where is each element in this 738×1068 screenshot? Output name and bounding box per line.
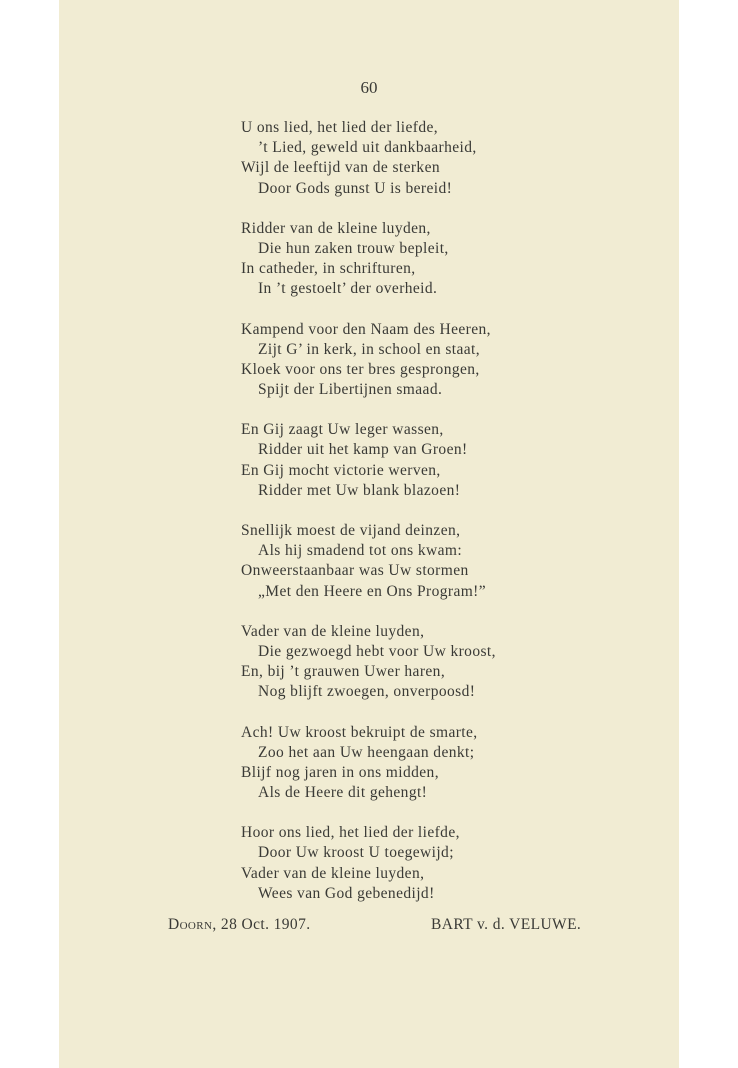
poem-line: Die gezwoegd hebt voor Uw kroost, (258, 642, 496, 660)
stanza (241, 219, 641, 300)
poem-line: ’t Lied, geweld uit dankbaarheid, (258, 139, 477, 157)
book-page (59, 0, 679, 1068)
stanza (241, 521, 641, 602)
poem-line: Als hij smadend tot ons kwam: (258, 542, 463, 560)
poem-line: Ridder uit het kamp van Groen! (258, 441, 468, 459)
poem-line: Kampend voor den Naam des Heeren, (241, 320, 491, 338)
stanza (241, 622, 641, 703)
page-number: 60 (360, 78, 378, 97)
stanza (241, 320, 641, 401)
poem-line: Ridder van de kleine luyden, (241, 219, 431, 237)
poem-line: Vader van de kleine luyden, (241, 864, 425, 882)
poem-line: Wijl de leeftijd van de sterken (241, 159, 440, 177)
stanza (241, 420, 641, 501)
poem-line: Nog blijft zwoegen, onverpoosd! (258, 683, 476, 701)
poem-line: In catheder, in schrifturen, (241, 260, 416, 278)
poem-line: Ach! Uw kroost bekruipt de smarte, (241, 723, 478, 741)
poem-line: In ’t gestoelt’ der overheid. (258, 280, 438, 298)
poem-line: Door Uw kroost U toegewijd; (258, 844, 454, 862)
poem-line: En, bij ’t grauwen Uwer haren, (241, 663, 446, 681)
poem-line: En Gij mocht victorie werven, (241, 461, 441, 479)
poem-line: Vader van de kleine luyden, (241, 622, 425, 640)
poem-line: Zoo het aan Uw heengaan denkt; (258, 743, 475, 761)
poem-line: Snellijk moest de vijand deinzen, (241, 522, 461, 539)
poem-line: „Met den Heere en Ons Program!” (258, 582, 487, 600)
poem (241, 118, 641, 924)
stanza (241, 823, 641, 904)
poem-line: Kloek voor ons ter bres gesprongen, (241, 360, 480, 378)
signature-line (59, 916, 679, 938)
place: Doorn (168, 916, 213, 933)
poem-line: Spijt der Libertijnen smaad. (258, 381, 443, 399)
stanza (241, 723, 641, 804)
poem-line: En Gij zaagt Uw leger wassen, (241, 421, 444, 439)
stanza (241, 118, 641, 199)
poem-line: Ridder met Uw blank blazoen! (258, 481, 461, 499)
poem-line: Wees van God gebenedijd! (258, 884, 435, 902)
poem-line: Door Gods gunst U is bereid! (258, 179, 453, 197)
poem-line: Als de Heere dit gehengt! (258, 784, 428, 802)
date: , 28 Oct. 1907. (212, 916, 311, 933)
poem-line: Zijt G’ in kerk, in school en staat, (258, 340, 481, 358)
poem-line: Hoor ons lied, het lied der liefde, (241, 824, 460, 842)
place-date (168, 916, 311, 934)
author-signature: BART v. d. VELUWE. (431, 916, 582, 933)
poem-line: Die hun zaken trouw bepleit, (258, 239, 449, 257)
poem-line: Blijf nog jaren in ons midden, (241, 763, 439, 781)
poem-line: Onweerstaanbaar was Uw stormen (241, 562, 469, 580)
poem-line: U ons lied, het lied der liefde, (241, 119, 439, 136)
